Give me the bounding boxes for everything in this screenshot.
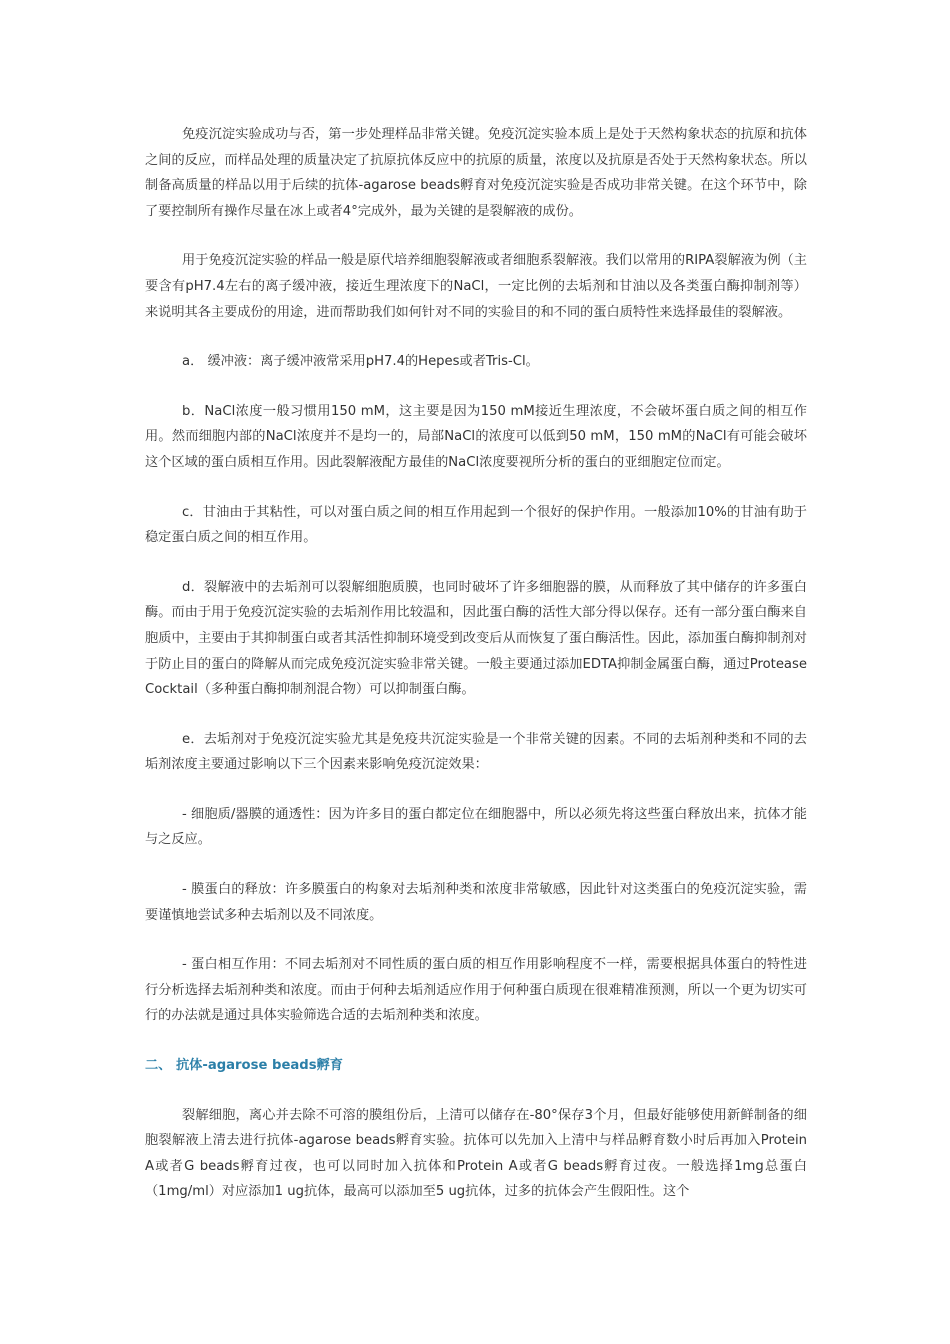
list-item-b: b．NaCl浓度一般习惯用150 mM，这主要是因为150 mM接近生理浓度，不会破坏蛋白质之间的相互作用。然而细胞内部的NaCl浓度并不是均一的，局部NaCl的浓度可以低到50 mM，150 mM的NaCl有可能会破坏这个区域的蛋白质相互作用。因此裂解液配方最佳的NaCl浓度要视所分析的蛋白的亚细胞定位而定。: [145, 403, 807, 470]
list-item-d: d．裂解液中的去垢剂可以裂解细胞质膜，也同时破坏了许多细胞器的膜，从而释放了其中储存的许多蛋白酶。而由于用于免疫沉淀实验的去垢剂作用比较温和，因此蛋白酶的活性大部分得以保存。还有一部分蛋白酶来自胞质中，主要由于其抑制蛋白或者其活性抑制环境受到改变后从而恢复了蛋白酶活性。因此，添加蛋白酶抑制剂对于防止目的蛋白的降解从而完成免疫沉淀实验非常关键。一般主要通过添加EDTA抑制金属蛋白酶，通过Protease Cocktail（多种蛋白酶抑制剂混合物）可以抑制蛋白酶。: [145, 579, 807, 698]
sub-item-permeability: - 细胞质/器膜的通透性：因为许多目的蛋白都定位在细胞器中，所以必须先将这些蛋白释放出来，抗体才能与之反应。: [145, 806, 807, 848]
list-item-c: c．甘油由于其粘性，可以对蛋白质之间的相互作用起到一个很好的保护作用。一般添加10%的甘油有助于稳定蛋白质之间的相互作用。: [145, 504, 807, 546]
lysate-paragraph: 用于免疫沉淀实验的样品一般是原代培养细胞裂解液或者细胞系裂解液。我们以常用的RIPA裂解液为例（主要含有pH7.4左右的离子缓冲液，接近生理浓度下的NaCl，一定比例的去垢剂和甘油以及各类蛋白酶抑制剂等）来说明其各主要成份的用途，进而帮助我们如何针对不同的实验目的和不同的蛋白质特性来选择最佳的裂解液。: [145, 253, 807, 320]
list-item-e: e．去垢剂对于免疫沉淀实验尤其是免疫共沉淀实验是一个非常关键的因素。不同的去垢剂种类和不同的去垢剂浓度主要通过影响以下三个因素来影响免疫沉淀效果：: [145, 731, 807, 773]
sub-item-protein-interaction: - 蛋白相互作用：不同去垢剂对不同性质的蛋白质的相互作用影响程度不一样，需要根据具体蛋白的特性进行分析选择去垢剂种类和浓度。而由于何种去垢剂适应作用于何种蛋白质现在很难精准预测，所以一个更为切实可行的办法就是通过具体实验筛选合适的去垢剂种类和浓度。: [145, 957, 807, 1024]
document-body: [145, 122, 807, 1205]
section-paragraph: 裂解细胞，离心并去除不可溶的膜组份后，上清可以储存在-80°保存3个月，但最好能够使用新鲜制备的细胞裂解液上清去进行抗体-agarose beads孵育实验。抗体可以先加入上清中与样品孵育数小时后再加入Protein A或者G beads孵育过夜，也可以同时加入抗体和Protein A或者G beads孵育过夜。一般选择1mg总蛋白（1mg/ml）对应添加1 ug抗体，最高可以添加至5 ug抗体，过多的抗体会产生假阳性。这个: [145, 1107, 807, 1200]
section-heading: 二、 抗体-agarose beads孵育: [145, 1058, 343, 1074]
sub-item-membrane-protein: - 膜蛋白的释放：许多膜蛋白的构象对去垢剂种类和浓度非常敏感，因此针对这类蛋白的免疫沉淀实验，需要谨慎地尝试多种去垢剂以及不同浓度。: [145, 882, 807, 923]
intro-paragraph: 免疫沉淀实验成功与否，第一步处理样品非常关键。免疫沉淀实验本质上是处于天然构象状态的抗原和抗体之间的反应，而样品处理的质量决定了抗原抗体反应中的抗原的质量，浓度以及抗原是否处于天然构象状态。所以制备高质量的样品以用于后续的抗体-agarose beads孵育对免疫沉淀实验是否成功非常关键。在这个环节中，除了要控制所有操作尽量在冰上或者4°完成外，最为关键的是裂解液的成份。: [145, 127, 807, 219]
list-item-a: a． 缓冲液：离子缓冲液常采用pH7.4的Hepes或者Tris-Cl。: [182, 354, 539, 370]
